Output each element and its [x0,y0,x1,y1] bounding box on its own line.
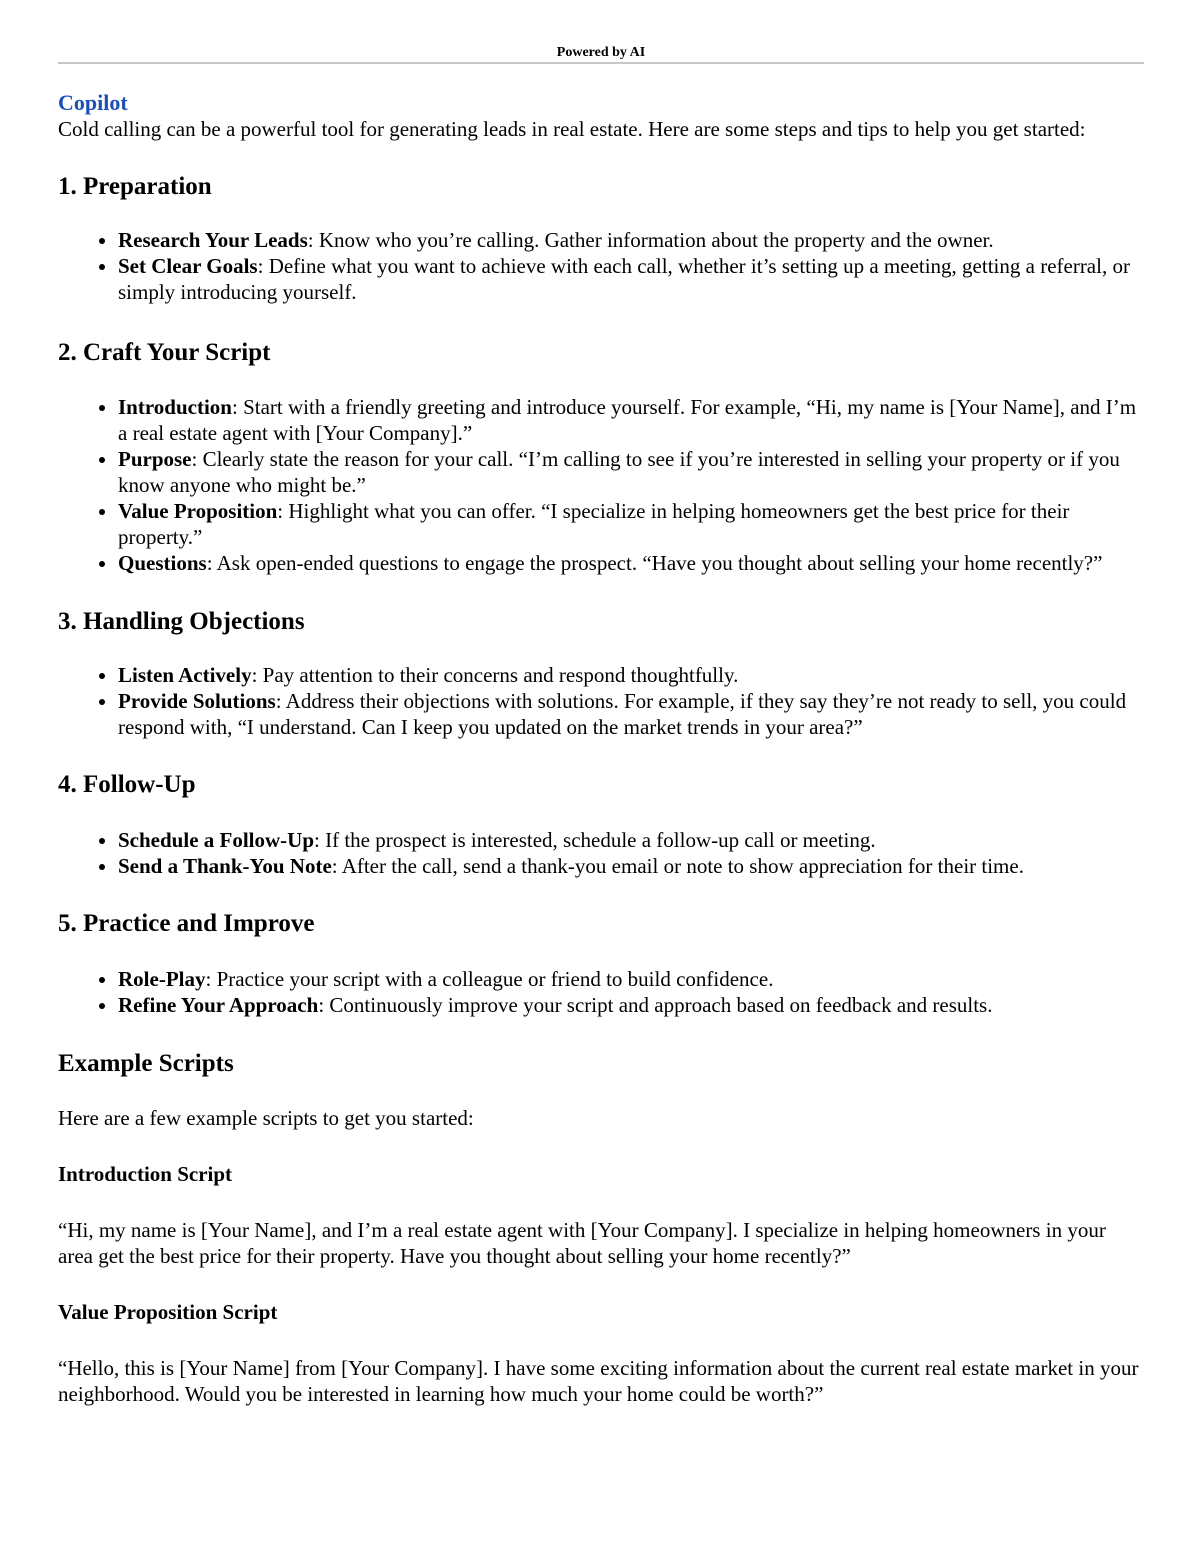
item-text: : Define what you want to achieve with each call, whether it’s setting up a meeting, getting a referral, or simply introducing yourself. [118,254,1130,304]
list-item [118,227,1144,253]
item-text: : Start with a friendly greeting and introduce yourself. For example, “Hi, my name is [Your Name], and I’m a real estate agent with [Your Company].” [118,395,1137,445]
list-item [118,827,1144,853]
section-heading-practice-improve: 5. Practice and Improve [58,910,315,937]
item-text: : Address their objections with solutions. For example, if they say they’re not ready to sell, you could respond with, “I understand. Can I keep you updated on the market trends in your area?” [118,689,1127,739]
section-heading-preparation: 1. Preparation [58,173,212,200]
list-item [118,550,1144,576]
list-handling-objections [58,662,1144,740]
examples-lead: Here are a few example scripts to get you started: [58,1106,474,1130]
item-term: Research Your Leads [118,228,308,252]
item-term: Schedule a Follow-Up [118,828,315,852]
item-text: : Pay attention to their concerns and respond thoughtfully. [251,663,739,687]
list-item [118,662,1144,688]
item-term: Value Proposition [118,499,278,523]
item-term: Refine Your Approach [118,993,319,1017]
section-heading-example-scripts: Example Scripts [58,1050,234,1077]
list-item [118,853,1144,879]
item-text: : Clearly state the reason for your call. “I’m calling to see if you’re interested in selling your property or if you know anyone who might be.” [118,447,1120,497]
section-heading-follow-up: 4. Follow-Up [58,771,196,798]
list-practice-improve [58,966,1144,1018]
item-text: : Highlight what you can offer. “I specialize in helping homeowners get the best price for their property.” [118,499,1070,549]
item-text: : Practice your script with a colleague or friend to build confidence. [205,967,774,991]
brand-label: Copilot [58,90,128,115]
item-text: : Know who you’re calling. Gather information about the property and the owner. [307,228,994,252]
item-text: : Continuously improve your script and approach based on feedback and results. [318,993,993,1017]
section-heading-craft-script: 2. Craft Your Script [58,339,271,366]
list-follow-up [58,827,1144,879]
script-text-value-proposition: “Hello, this is [Your Name] from [Your Company]. I have some exciting information about the current real estate market in your neighborhood. Would you be interested in learning how much your home could be worth?” [58,1356,1139,1406]
document-page [58,0,1144,1407]
script-title-introduction: Introduction Script [58,1162,233,1186]
item-term: Purpose [118,447,192,471]
item-term: Send a Thank-You Note [118,854,332,878]
item-term: Set Clear Goals [118,254,258,278]
item-text: : Ask open-ended questions to engage the prospect. “Have you thought about selling your home recently?” [206,551,1103,575]
list-item [118,992,1144,1018]
list-preparation [58,227,1144,305]
intro-paragraph: Cold calling can be a powerful tool for generating leads in real estate. Here are some steps and tips to help you get started: [58,117,1086,141]
list-item [118,394,1144,446]
list-item [118,966,1144,992]
list-craft-script [58,394,1144,576]
list-item [118,446,1144,498]
list-item [118,498,1144,550]
item-term: Questions [118,551,207,575]
list-item [118,253,1144,305]
list-item [118,688,1144,740]
script-title-value-proposition: Value Proposition Script [58,1300,278,1324]
item-text: : After the call, send a thank-you email or note to show appreciation for their time. [331,854,1024,878]
item-term: Introduction [118,395,232,419]
item-term: Listen Actively [118,663,252,687]
item-text: : If the prospect is interested, schedule a follow-up call or meeting. [314,828,876,852]
script-text-introduction: “Hi, my name is [Your Name], and I’m a real estate agent with [Your Company]. I specialize in helping homeowners in your area get the best price for their property. Have you thought about selling your home recently?” [58,1218,1106,1268]
item-term: Role-Play [118,967,206,991]
page-header: Powered by AI [58,43,1144,64]
item-term: Provide Solutions [118,689,276,713]
section-heading-handling-objections: 3. Handling Objections [58,608,305,635]
